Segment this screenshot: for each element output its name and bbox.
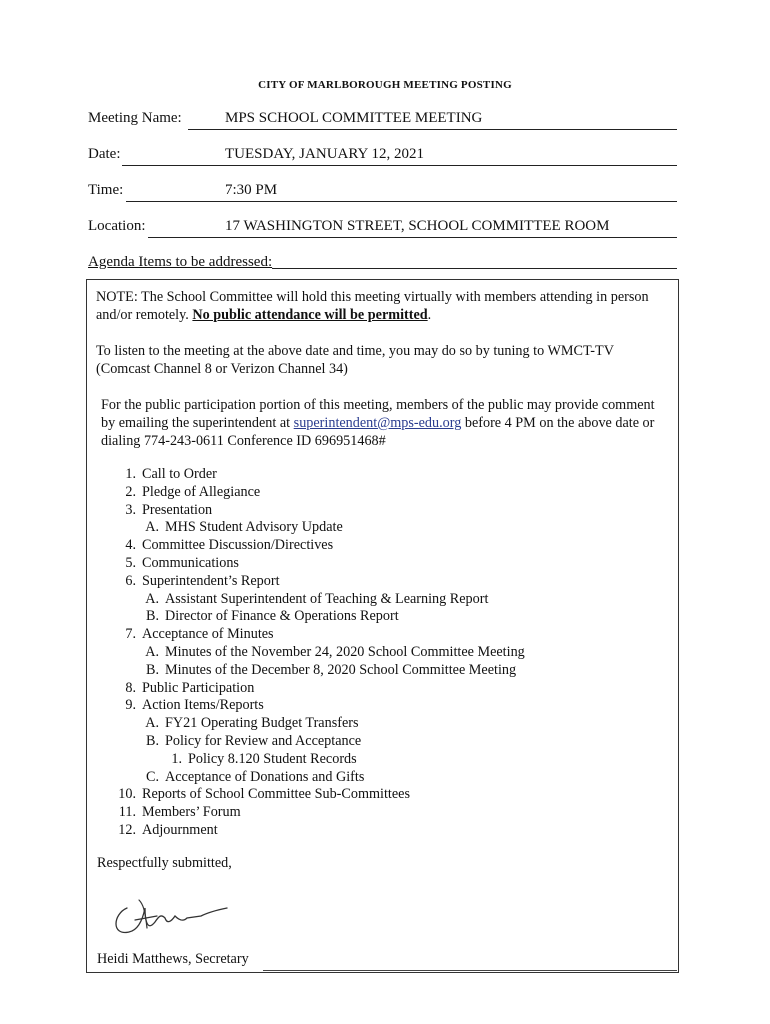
date-value: TUESDAY, JANUARY 12, 2021: [225, 146, 425, 162]
agenda-item-text: Pledge of Allegiance: [142, 483, 261, 500]
agenda-item-text: Minutes of the December 8, 2020 School Committee Meeting: [165, 661, 517, 678]
agenda-item-number: 4.: [125, 537, 136, 554]
agenda-item: [145, 590, 489, 608]
agenda-item-number: B.: [145, 661, 159, 678]
time-label: Time:: [88, 182, 124, 198]
handwritten-signature: [105, 878, 245, 938]
agenda-item: [125, 465, 217, 483]
agenda-item-text: Presentation: [142, 501, 213, 518]
agenda-item: [118, 821, 218, 839]
agenda-item: [125, 696, 264, 714]
agenda-item-text: Adjournment: [142, 822, 218, 838]
listen-paragraph: To listen to the meeting at the above date and time, you may do so by tuning to WMCT-TV (Comcast Channel 8 or Verizon Channel 34): [96, 343, 614, 377]
agenda-item-text: Policy 8.120 Student Records: [188, 750, 357, 767]
agenda-item-number: 10.: [118, 786, 136, 803]
agenda-item-text: Action Items/Reports: [142, 697, 264, 714]
agenda-item-number: A.: [145, 590, 159, 607]
agenda-item: [118, 803, 241, 821]
agenda-item-number: B.: [145, 733, 159, 749]
agenda-item-text: Members’ Forum: [142, 804, 241, 821]
agenda-item-number: A.: [145, 644, 159, 660]
agenda-box: [86, 279, 679, 973]
signature-rule: [263, 970, 677, 971]
date-label: Date:: [88, 146, 121, 162]
agenda-item-text: Call to Order: [142, 466, 217, 482]
time-row: [88, 182, 677, 202]
agenda-item-text: Director of Finance & Operations Report: [165, 608, 399, 625]
note-emphasis: No public attendance will be permitted: [192, 307, 428, 323]
agenda-item-text: Assistant Superintendent of Teaching & Learning Report: [165, 590, 489, 607]
public-comment-before: For the public participation portion of this meeting, members of the public may provide comment by emailing the superintendent at: [101, 397, 655, 431]
agenda-item-number: 1.: [125, 466, 136, 482]
agenda-item-text: Superintendent’s Report: [142, 572, 280, 589]
page-title: CITY OF MARLBOROUGH MEETING POSTING: [258, 79, 512, 91]
agenda-heading: Agenda Items to be addressed:: [88, 254, 273, 270]
meeting-name-value: MPS SCHOOL COMMITTEE MEETING: [225, 110, 483, 126]
agenda-item-number: 5.: [125, 555, 136, 571]
agenda-item: [125, 625, 274, 643]
agenda-item: [125, 572, 280, 590]
agenda-item-number: 7.: [125, 626, 136, 643]
agenda-item: [125, 554, 239, 572]
agenda-item: [125, 483, 261, 501]
agenda-item-text: FY21 Operating Budget Transfers: [165, 715, 359, 732]
agenda-item-number: 11.: [118, 804, 136, 821]
agenda-item: [145, 518, 343, 536]
agenda-item-number: 12.: [118, 822, 136, 838]
agenda-item-number: 8.: [125, 679, 136, 696]
agenda-item-text: Minutes of the November 24, 2020 School Committee Meeting: [165, 644, 525, 660]
agenda-item: [125, 501, 213, 519]
agenda-item-text: Communications: [142, 555, 239, 571]
agenda-item-text: Acceptance of Minutes: [142, 626, 274, 643]
agenda-item-number: C.: [145, 768, 159, 785]
agenda-item-text: Acceptance of Donations and Gifts: [165, 768, 365, 785]
superintendent-email-link[interactable]: superintendent@mps-edu.org: [293, 415, 462, 431]
agenda-item: [125, 536, 334, 554]
agenda-item-number: 9.: [125, 697, 136, 714]
agenda-item-number: A.: [145, 715, 159, 732]
time-value: 7:30 PM: [225, 182, 278, 198]
location-row: [88, 218, 677, 238]
meeting-name-row: [88, 110, 677, 130]
agenda-item-number: 2.: [125, 483, 136, 500]
agenda-item-text: Policy for Review and Acceptance: [165, 733, 362, 749]
agenda-item: [118, 785, 410, 803]
note-end: .: [427, 307, 432, 323]
agenda-item-number: 6.: [125, 572, 136, 589]
note-lead: NOTE: The School Committee will hold this meeting virtually with members attending in person and/or remotely.: [96, 289, 649, 323]
agenda-item: [145, 661, 517, 679]
note-paragraph: [96, 288, 656, 324]
agenda-item: [145, 607, 399, 625]
location-label: Location:: [88, 218, 146, 234]
agenda-item: [171, 750, 357, 768]
meeting-name-label: Meeting Name:: [88, 110, 182, 126]
agenda-item-number: 1.: [171, 750, 182, 767]
agenda-item-number: B.: [145, 608, 159, 625]
agenda-item-text: Committee Discussion/Directives: [142, 537, 334, 554]
agenda-item-text: Public Participation: [142, 679, 255, 696]
agenda-heading-rule: [272, 268, 677, 269]
agenda-item: [145, 643, 525, 661]
public-comment-after: before 4 PM on the above date or dialing 774-243-0611 Conference ID 696951468#: [101, 415, 655, 449]
agenda-item-text: MHS Student Advisory Update: [165, 519, 343, 536]
agenda-item-text: Reports of School Committee Sub-Committees: [142, 786, 410, 803]
signer-name: Heidi Matthews, Secretary: [97, 951, 249, 967]
agenda-item-number: 3.: [125, 501, 136, 518]
date-row: [88, 146, 677, 166]
location-value: 17 WASHINGTON STREET, SCHOOL COMMITTEE ROOM: [225, 218, 610, 234]
public-comment-paragraph: [101, 396, 671, 450]
closing-text: Respectfully submitted,: [97, 855, 232, 871]
agenda-item-number: A.: [145, 519, 159, 536]
agenda-item: [145, 732, 362, 750]
agenda-item: [145, 768, 365, 786]
agenda-item: [145, 714, 359, 732]
agenda-item: [125, 679, 255, 697]
